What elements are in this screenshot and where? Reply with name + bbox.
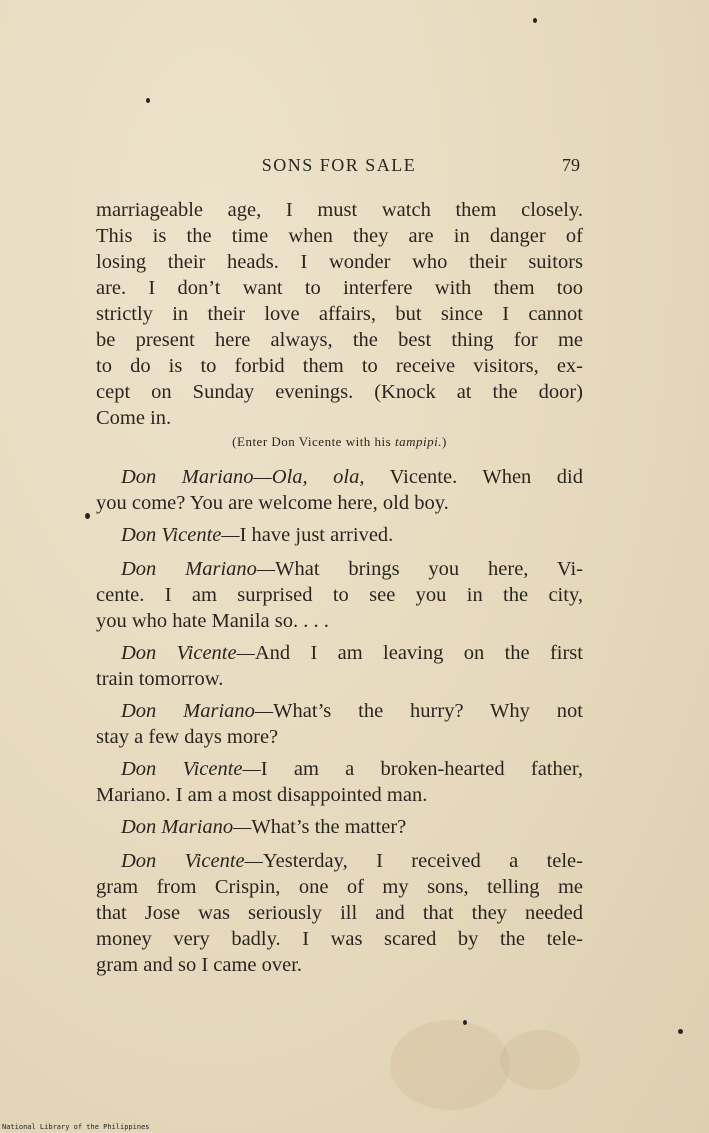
dialogue-speech: [96, 848, 583, 978]
stage-direction-text: (Enter Don Vicente with his: [232, 434, 395, 449]
page-number: 79: [562, 155, 580, 175]
speech-text: What’s the hurry? Why not: [273, 700, 583, 722]
paper-stain: [390, 1020, 510, 1110]
text-line: [96, 464, 583, 490]
speech-text: Yesterday, I received a tele-: [262, 850, 583, 872]
dialogue-speech: [96, 556, 583, 634]
speaker-name: Don Mariano—Ola, ola,: [121, 466, 365, 488]
text-line: cente. I am surprised to see you in the city,: [96, 584, 583, 606]
speaker-name: Don Vicente—: [121, 758, 261, 780]
stage-direction: [96, 434, 583, 450]
dialogue-speech: [96, 698, 583, 750]
text-line: strictly in their love affairs, but since I cannot: [96, 303, 583, 325]
speaker-name: Don Mariano—: [121, 816, 252, 838]
text-line: gram and so I came over.: [96, 954, 303, 976]
ink-speck: [146, 98, 150, 103]
text-line: losing their heads. I wonder who their suitors: [96, 251, 583, 273]
text-line: [96, 848, 583, 874]
stage-direction-prop: tampipi.: [394, 434, 442, 449]
text-line: [96, 640, 583, 666]
speech-text: And I am leaving on the first: [254, 642, 583, 664]
text-line: This is the time when they are in danger of: [96, 225, 583, 247]
text-line: [96, 556, 583, 582]
running-title: SONS FOR SALE: [261, 155, 417, 175]
text-line: [96, 756, 583, 782]
text-line: money very badly. I was scared by the tele-: [96, 928, 583, 950]
ink-speck: [463, 1020, 467, 1025]
paper-stain: [500, 1030, 580, 1090]
ink-speck: [85, 513, 90, 519]
speech-text: Vicente. When did: [364, 466, 583, 488]
ink-speck: [678, 1029, 683, 1034]
text-line: you come? You are welcome here, old boy.: [96, 492, 449, 514]
speech-text: I have just arrived.: [239, 524, 394, 546]
speaker-name: Don Mariano—: [121, 558, 276, 580]
text-line: marriageable age, I must watch them closely.: [96, 199, 583, 221]
dialogue-speech: [96, 640, 583, 692]
speaker-name: Don Mariano—: [121, 700, 274, 722]
ink-speck: [533, 18, 537, 23]
text-line: [96, 698, 583, 724]
text-line: be present here always, the best thing for me: [96, 329, 583, 351]
text-line: train tomorrow.: [96, 668, 224, 690]
speaker-name: Don Vicente—: [121, 524, 240, 546]
text-line: [96, 814, 583, 840]
dialogue-speech: [96, 464, 583, 516]
text-line: stay a few days more?: [96, 726, 279, 748]
text-line: [96, 522, 583, 548]
text-line: cept on Sunday evenings. (Knock at the door): [96, 381, 583, 403]
speech-text: What’s the matter?: [251, 816, 407, 838]
speech-text: What brings you here, Vi-: [275, 558, 583, 580]
stage-direction-close: ): [441, 434, 447, 449]
text-line: that Jose was seriously ill and that they needed: [96, 902, 583, 924]
dialogue-speech: [96, 814, 583, 840]
library-credit: National Library of the Philippines: [2, 1123, 150, 1131]
text-line: to do is to forbid them to receive visitors, ex-: [96, 355, 583, 377]
speaker-name: Don Vicente—: [121, 850, 263, 872]
dialogue-speech: [96, 522, 583, 548]
text-line: you who hate Manila so. . . .: [96, 610, 329, 632]
opening-paragraph: [96, 197, 583, 431]
text-line: gram from Crispin, one of my sons, telling me: [96, 876, 583, 898]
speech-text: I am a broken-hearted father,: [260, 758, 583, 780]
dialogue-speech: [96, 756, 583, 808]
speaker-name: Don Vicente—: [121, 642, 255, 664]
text-line: Come in.: [96, 407, 172, 429]
text-line: are. I don’t want to interfere with them too: [96, 277, 583, 299]
text-line: Mariano. I am a most disappointed man.: [96, 784, 428, 806]
page-header: [96, 155, 582, 179]
